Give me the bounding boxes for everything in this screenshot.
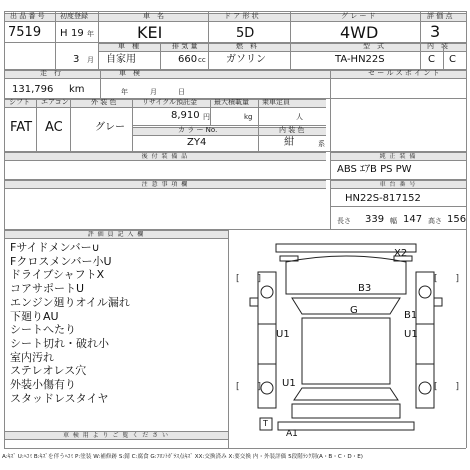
max-load-label: 最大積載量 [214, 98, 249, 106]
recycle-unit: 円 [203, 113, 210, 121]
remarks-list [10, 241, 230, 405]
grid-line [208, 11, 209, 69]
grid-line [4, 11, 5, 448]
displacement: 660 [178, 54, 198, 65]
remark-line: シート切れ・破れ小 [10, 336, 109, 350]
inspection-day-unit: 日 [178, 88, 185, 96]
shift-label: シフト [9, 98, 30, 106]
remark-line: コアサポートU [10, 282, 85, 296]
mileage: 131,796 [12, 84, 54, 95]
grid-line [210, 98, 211, 125]
bracket-left-rear: [ ] [236, 382, 262, 392]
model-name-label: 車 名 [143, 12, 164, 20]
remark-line: 室内汚れ [10, 350, 54, 364]
mark-g: G [350, 305, 358, 316]
door-label: ド ア 形 状 [224, 12, 259, 20]
length-label: 長さ [337, 217, 351, 225]
grid-line [330, 206, 466, 207]
grid-line [160, 42, 161, 69]
grid-line [330, 69, 331, 229]
inspection-year-unit: 年 [121, 88, 128, 96]
dealer-remarks-header: 車 検 用 よ り ご 覧 く だ さ い [4, 431, 228, 440]
year-unit: 年 [87, 30, 94, 38]
mark-b1: B1 [404, 310, 418, 321]
remark-line: 外装小傷有り [10, 378, 76, 392]
capacity-label: 乗車定員 [262, 98, 290, 106]
grid-line [4, 448, 466, 449]
remark-line: ドライブシャフトX [10, 268, 105, 282]
lot-number: 7519 [8, 25, 42, 40]
grid-line [4, 229, 466, 230]
exterior-score: C [428, 54, 435, 65]
car-outline [228, 232, 464, 432]
grid-line [4, 151, 466, 152]
mark-u1-left-front: U1 [276, 329, 290, 340]
mileage-unit: km [69, 84, 85, 95]
remark-line: エンジン廻りオイル漏れ [10, 295, 130, 309]
bracket-right-rear: [ ] [434, 382, 460, 392]
color-label: 外 装 色 [91, 98, 117, 106]
bracket-right-front: [ ] [434, 274, 460, 284]
model-name: KEI [137, 23, 163, 42]
damage-diagram [228, 232, 464, 439]
score-label: 評 価 点 [427, 12, 453, 20]
model-code: TA-HN22S [335, 54, 385, 65]
remark-line: シートへたり [10, 323, 76, 337]
shift: FAT [10, 120, 33, 135]
grid-line [132, 98, 133, 151]
row2-label-bar [98, 43, 466, 52]
genuine-equipment: ABS ｴｱB PS PW [337, 164, 412, 175]
grid-line [466, 11, 467, 448]
length: 339 [365, 214, 385, 225]
displacement-label: 排 気 量 [172, 42, 198, 50]
grid-line [4, 98, 466, 99]
air-conditioner: AC [45, 120, 63, 135]
remarks-header: 評 価 員 記 入 欄 [4, 230, 228, 239]
grid-line [70, 98, 71, 151]
grade: 4WD [340, 23, 379, 42]
grid-line [4, 179, 466, 180]
chassis-number-header: 車 台 番 号 [330, 180, 466, 189]
type-label: 型 式 [363, 42, 384, 50]
mark-a1: A1 [286, 429, 298, 439]
interior-color-suffix: 系 [318, 140, 325, 148]
width: 147 [403, 214, 423, 225]
max-load-unit: kg [244, 113, 253, 121]
grid-line [132, 125, 326, 126]
legend: A:ｷｽﾞ U:ﾍｺﾐ B:ｷｽﾞを伴うﾍｺﾐ P:塗装 W:補修跡 S:錆 C:腐食 G:ﾌﾛﾝﾄｶﾞﾗｽ点ｷｽﾞ XX:交換済み X:要交換 内・外装評価 5段階ﾗﾝｸ別(A・B・C・D・E) [2, 454, 363, 460]
first-reg-month: 3 [73, 54, 80, 65]
remark-line: Fサイドメンバー∪ [10, 241, 100, 254]
grid-line [98, 11, 99, 69]
displacement-unit: cc [198, 56, 206, 64]
remark-line: ステレオレス穴 [10, 364, 87, 378]
mark-u1-left-rear: U1 [282, 378, 296, 389]
fuel-label: 燃 料 [236, 42, 257, 50]
door-shape: 5D [236, 26, 255, 41]
remark-line: スタッドレスタイヤ [10, 391, 109, 405]
year: 19 [71, 28, 84, 39]
lot-label: 出 品 番 号 [10, 12, 45, 20]
genuine-equipment-header: 純 正 装 備 [330, 152, 466, 161]
ac-label: エアコン [41, 98, 69, 106]
grid-line [4, 42, 466, 43]
interior-score: C [449, 54, 456, 65]
usage: 自家用 [106, 54, 136, 65]
grid-line [290, 11, 291, 69]
grade-label: グ レ ー ド [341, 12, 376, 20]
overall-score: 3 [430, 22, 441, 41]
mark-b3: B3 [358, 283, 372, 294]
grid-line [4, 69, 466, 70]
remark-line: 下廻りAU [10, 309, 59, 323]
mark-x2: X2 [394, 248, 408, 259]
color-code: ZY4 [187, 137, 207, 148]
sales-point-label: セ ー ル ス ポ イ ン ト [368, 69, 440, 77]
height: 156 [447, 214, 467, 225]
interior-color: 紺 [284, 137, 294, 148]
mileage-label: 走 行 [40, 69, 61, 77]
height-label: 高さ [428, 217, 442, 225]
bracket-left-front: [ ] [236, 274, 262, 284]
exterior-color: グレー [95, 122, 125, 133]
capacity-unit: 人 [296, 113, 303, 121]
grid-line [55, 11, 56, 69]
later-equipment-header: 後 付 装 備 品 [4, 152, 326, 161]
inspection-month-unit: 月 [150, 88, 157, 96]
grid-line [258, 98, 259, 151]
mark-u1-right: U1 [404, 329, 418, 340]
grid-line [420, 11, 421, 69]
mark-t: T [263, 419, 268, 428]
grid-line [443, 42, 444, 69]
era: H [60, 28, 68, 39]
remark-line: Fクロスメンバー小U [10, 254, 112, 268]
inspection-label: 車 検 [119, 69, 140, 77]
first-reg-label: 初度登録 [60, 12, 88, 20]
recycle-label: リサイクル預託金 [142, 98, 198, 106]
color-code-label: カ ラ ー No. [178, 126, 218, 134]
width-label: 幅 [390, 217, 397, 225]
grid-line [100, 69, 101, 98]
chassis-number: HN22S-817152 [345, 193, 421, 204]
grid-line [4, 11, 466, 12]
usage-label: 車 種 [118, 42, 139, 50]
month-unit: 月 [87, 56, 94, 64]
grid-line [36, 98, 37, 151]
interior-label: 内 装 [427, 42, 448, 50]
recycle-deposit: 8,910 [171, 110, 200, 121]
notes-header: 注 意 事 項 欄 [4, 180, 326, 189]
interior-color-label: 内 装 色 [279, 126, 305, 134]
fuel: ガソリン [226, 54, 266, 65]
